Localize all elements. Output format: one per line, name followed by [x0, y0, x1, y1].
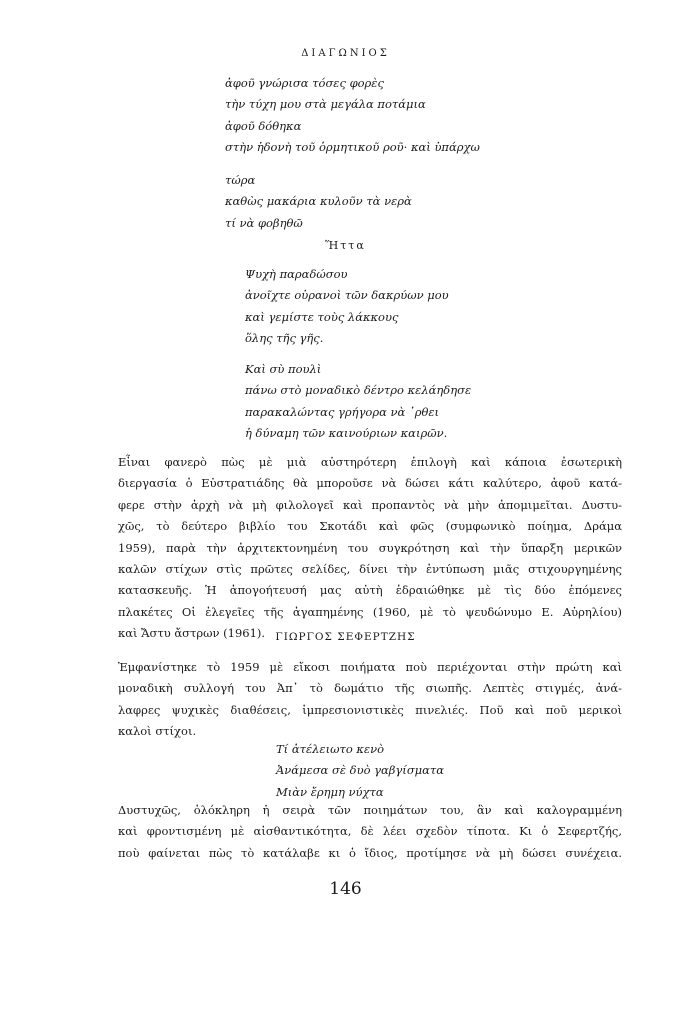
section-title: ΓΙΩΡΓΟΣ ΣΕΦΕΡΤΖΗΣ: [275, 631, 416, 643]
verse-line: ἀνοῖχτε οὐρανοὶ τῶν δακρύων μου: [245, 288, 449, 303]
prose-line: Εἶναι φανερὸ πὼς μὲ μιὰ αὐστηρότερη ἐπιλογὴ καὶ κάποια ἐσωτερικὴ: [118, 455, 622, 469]
prose-line: Ἐμφανίστηκε τὸ 1959 μὲ εἴκοσι ποιήματα ποὺ περιέχονται στὴν πρώτη καὶ: [118, 660, 622, 674]
verse-line: τί νὰ φοβηθῶ: [225, 215, 303, 230]
prose-line: λαφρες ψυχικὲς διαθέσεις, ἰμπρεσιονιστικὲς πινελιές. Ποῦ καὶ ποῦ μερικοὶ: [118, 702, 622, 717]
paragraph-3: [118, 800, 622, 864]
prose-line: ποὺ φαίνεται πὼς τὸ κατάλαβε κι ὁ ἴδιος, προτίμησε νὰ μὴ δώσει συνέχεια.: [118, 845, 622, 860]
prose-line: καὶ Ἄστυ ἄστρων (1961).: [118, 626, 266, 641]
verse-line: τὴν τύχη μου στὰ μεγάλα ποτάμια: [225, 97, 426, 112]
prose-line: καὶ φροντισμένη μὲ αἰσθαντικότητα, δὲ λέει σχεδὸν τίποτα. Κι ὁ Σεφερτζής,: [118, 824, 622, 839]
prose-line: καλῶν στίχων στὶς πρῶτες σελίδες, δίνει τὴν ἐντύπωση μιᾶς στιχουργημένης: [118, 562, 622, 577]
verse-line: ἀφοῦ δόθηκα: [225, 118, 302, 133]
verse-line: ἡ δύναμη τῶν καινούριων καιρῶν.: [245, 426, 448, 441]
poem2-title: Ἥττα: [325, 239, 366, 252]
verse-line: Ἀνάμεσα σὲ δυὸ γαβγίσματα: [276, 763, 445, 778]
poem3: [276, 739, 444, 803]
prose-line: καλοὶ στίχοι.: [118, 724, 197, 739]
prose-line: διεργασία ὁ Εὐστρατιάδης θὰ μποροῦσε νὰ δώσει κάτι καλύτερο, ἀφοῦ κατά-: [118, 476, 622, 491]
paragraph-2: [118, 657, 622, 743]
verse-line: Ψυχὴ παραδώσου: [245, 267, 348, 281]
paragraph-1: [118, 452, 622, 645]
verse-line: καὶ γεμίστε τοὺς λάκκους: [245, 309, 399, 324]
verse-line: ἀφοῦ γνώρισα τόσες φορὲς: [225, 76, 384, 90]
verse-line: παρακαλώντας γρήγορα νὰ ᾿ρθει: [245, 404, 440, 419]
running-header: ΔΙΑΓΩΝΙΟΣ: [301, 48, 390, 59]
verse-line: Μιὰν ἔρημη νύχτα: [276, 784, 384, 799]
verse-line: Τί ἀτέλειωτο κενὸ: [276, 742, 385, 756]
verse-line: τώρα: [225, 173, 256, 187]
verse-line: στὴν ἡδονὴ τοῦ ὁρμητικοῦ ροῦ· καὶ ὑπάρχω: [225, 140, 480, 155]
prose-line: πλακέτες Οἱ ἐλεγεῖες τῆς ἀγαπημένης (1960, μὲ τὸ ψευδώνυμο Ε. Αὐρηλίου): [118, 604, 622, 619]
prose-line: φερε στὴν ἀρχὴ νὰ μὴ φιλολογεῖ καὶ προπαντὸς νὰ μὴν ἀπομιμεῖται. Δυστυ-: [118, 497, 622, 512]
poem2-stanza1: [245, 264, 449, 350]
page-number: 146: [329, 879, 362, 899]
prose-line: Δυστυχῶς, ὁλόκληρη ἡ σειρὰ τῶν ποιημάτων του, ἂν καὶ καλογραμμένη: [118, 803, 622, 817]
prose-line: μοναδικὴ συλλογή του Ἀπ᾿ τὸ δωμάτιο τῆς σιωπῆς. Λεπτὲς στιγμές, ἀνά-: [118, 681, 622, 696]
prose-line: κατασκευῆς. Ἡ ἀπογοήτευσή μας αὐτὴ ἑδραιώθηκε μὲ τὶς δύο ἑπόμενες: [118, 583, 622, 598]
verse-line: ὅλης τῆς γῆς.: [245, 331, 324, 346]
verse-line: Καὶ σὺ πουλὶ: [245, 362, 322, 376]
prose-line: 1959), παρὰ τὴν ἀρχιτεκτονημένη του συγκρότηση καὶ τὴν ὕπαρξη μερικῶν: [118, 540, 622, 555]
poem2-stanza2: [245, 359, 471, 445]
prose-line: χῶς, τὸ δεύτερο βιβλίο του Σκοτάδι καὶ φῶς (συμφωνικὸ ποίημα, Δράμα: [118, 519, 622, 534]
poem1-stanza1: [225, 73, 480, 159]
verse-line: πάνω στὸ μοναδικὸ δέντρο κελάηδησε: [245, 383, 472, 398]
poem1-stanza2: [225, 170, 412, 234]
verse-line: καθὼς μακάρια κυλοῦν τὰ νερὰ: [225, 194, 412, 209]
